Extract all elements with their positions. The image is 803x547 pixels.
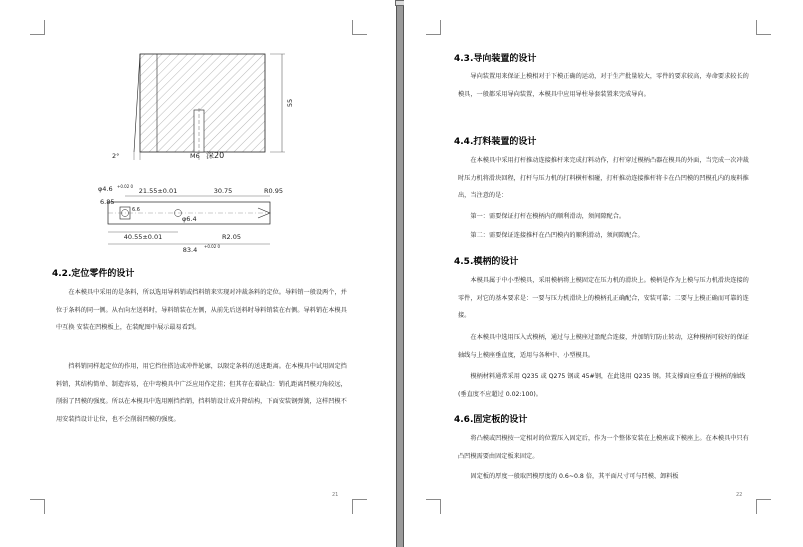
crop-mark: [426, 20, 441, 35]
paragraph: 在本模具中选用压入式模柄，通过与上模座过盈配合连接，并加销钉防止转动，这种模柄可较好的保证轴线与上模座垂直度，适用与各种中、小型模具。: [458, 334, 749, 359]
crop-mark: [756, 499, 771, 514]
crop-mark: [352, 499, 367, 514]
depth-label: 深20: [206, 151, 225, 160]
paragraph: 第二：需要保证连接推杆在凸凹模内的顺利滑动，须间隙配合。: [470, 232, 644, 239]
technical-drawing-bottom: [98, 182, 283, 254]
dim-total: 83.4: [182, 246, 198, 254]
dim-radius-top: R0.95: [264, 187, 283, 195]
paragraph: 在本模具中采用的是条料，所以选用导料销或挡料销来实现对冲裁条料的定位。导料销一般设两个，并位于条料的同一侧。从右向左送料时，导料销装在左侧，从前先后送料时导料销装在右侧。导料销在本模具中互换 安装在凹模板上，在装配图中展示最易看到。: [56, 289, 347, 332]
paragraph: 固定板的厚度一般取凹模厚度的 0.6~0.8 倍，其平面尺寸可与凹模、卸料板: [470, 473, 679, 480]
dim-hole-tolerance: +0.02 0: [117, 184, 134, 189]
paragraph: 本模具属于中小型模具，采用模柄将上模固定在压力机的滑块上。模柄是作为上模与压力机滑块连接的零件，对它的基本要求是：一要与压力机滑块上的模柄孔正确配合，安装可靠；二要与上模正确而可靠的连接。: [458, 277, 749, 320]
document-page-right: [404, 0, 803, 547]
page-number: 21: [332, 492, 339, 498]
dim-total-tolerance: +0.02 0: [204, 244, 221, 249]
section-heading-4-6: 4.6.固定板的设计: [454, 415, 528, 425]
crop-mark: [30, 20, 45, 35]
page-gutter: [396, 0, 404, 547]
paragraph: 在本模具中采用打杆推动连接推杆来完成打料动作，打杆穿过模柄凸器在模具的外面，当完成一次冲裁时压力机将滑块回程，打杆与压力机的打料横杆相碰，打杆推动连接推杆将卡在凸凹模的凹模孔内的废料推出，当注意的是：: [458, 157, 749, 200]
crop-mark: [756, 20, 771, 35]
dim-top-right: 30.75: [213, 187, 233, 195]
paragraph: 第一：需要保证打杆在模柄内的顺利滑动，须间隙配合。: [470, 213, 626, 220]
dim-top-left: 21.55±0.01: [138, 187, 178, 195]
paragraph: 挡料销同样起定位的作用，用它挡住搭边或冲件轮廓，以限定条料的送进距离。在本模具中试用固定挡料销，其结构简单、制造容易，在中弯模具中广泛应用作定挂；但其存在着缺点：销孔距离凹模刃角较远，削弱了凹模的强度。所以在本模具中选用刚挡挡销，挡料销设计成升降结构，下面安装钢弹簧，这样凹模不用安装挡设计让位，也不会削弱凹模的强度。: [56, 363, 347, 423]
paragraph: 导向装置用来保证上模相对于下模正确的运动，对于生产批量较大，零件的要求较高，寿命要求较长的模具，一般都采用导向装置，本模具中应用导柱导套装置来完成导向。: [458, 73, 749, 98]
dim-hole-diameter: φ4.6: [98, 185, 113, 193]
crop-mark: [352, 20, 367, 35]
section-heading-4-3: 4.3.导向装置的设计: [454, 54, 537, 64]
section-heading-4-2: 4.2.定位零件的设计: [52, 269, 135, 279]
dim-angle-label: 2°: [112, 152, 120, 160]
section-heading-4-4: 4.4.打料装置的设计: [454, 137, 537, 147]
dim-height-label: 55: [286, 98, 294, 108]
crop-mark: [30, 499, 45, 514]
dim-bottom-left: 40.55±0.01: [123, 233, 163, 241]
page-number: 22: [736, 492, 743, 498]
paragraph: 将凸模或凹模按一定相对的位置压入固定后，作为一个整体安装在上模座或下模座上。在本模具中只有凸凹模需要由固定板来固定。: [458, 435, 749, 460]
crop-mark: [426, 499, 441, 514]
dim-circle: φ6.4: [182, 215, 197, 223]
technical-drawing-top: [100, 48, 300, 168]
document-page-left: [0, 0, 396, 547]
thread-label: M6: [190, 152, 200, 160]
dim-radius-bottom: R2.05: [222, 233, 241, 241]
dim-side: 6.85: [100, 198, 115, 206]
section-heading-4-5: 4.5.模柄的设计: [454, 257, 519, 267]
dim-small: 6.6: [132, 207, 140, 213]
paragraph: 模柄材料通常采用 Q235 或 Q275 钢或 45#钢，在此选用 Q235 钢。其支撑面应垂直于模柄的轴线(垂直度不应超过 0.02:100)。: [458, 373, 746, 398]
